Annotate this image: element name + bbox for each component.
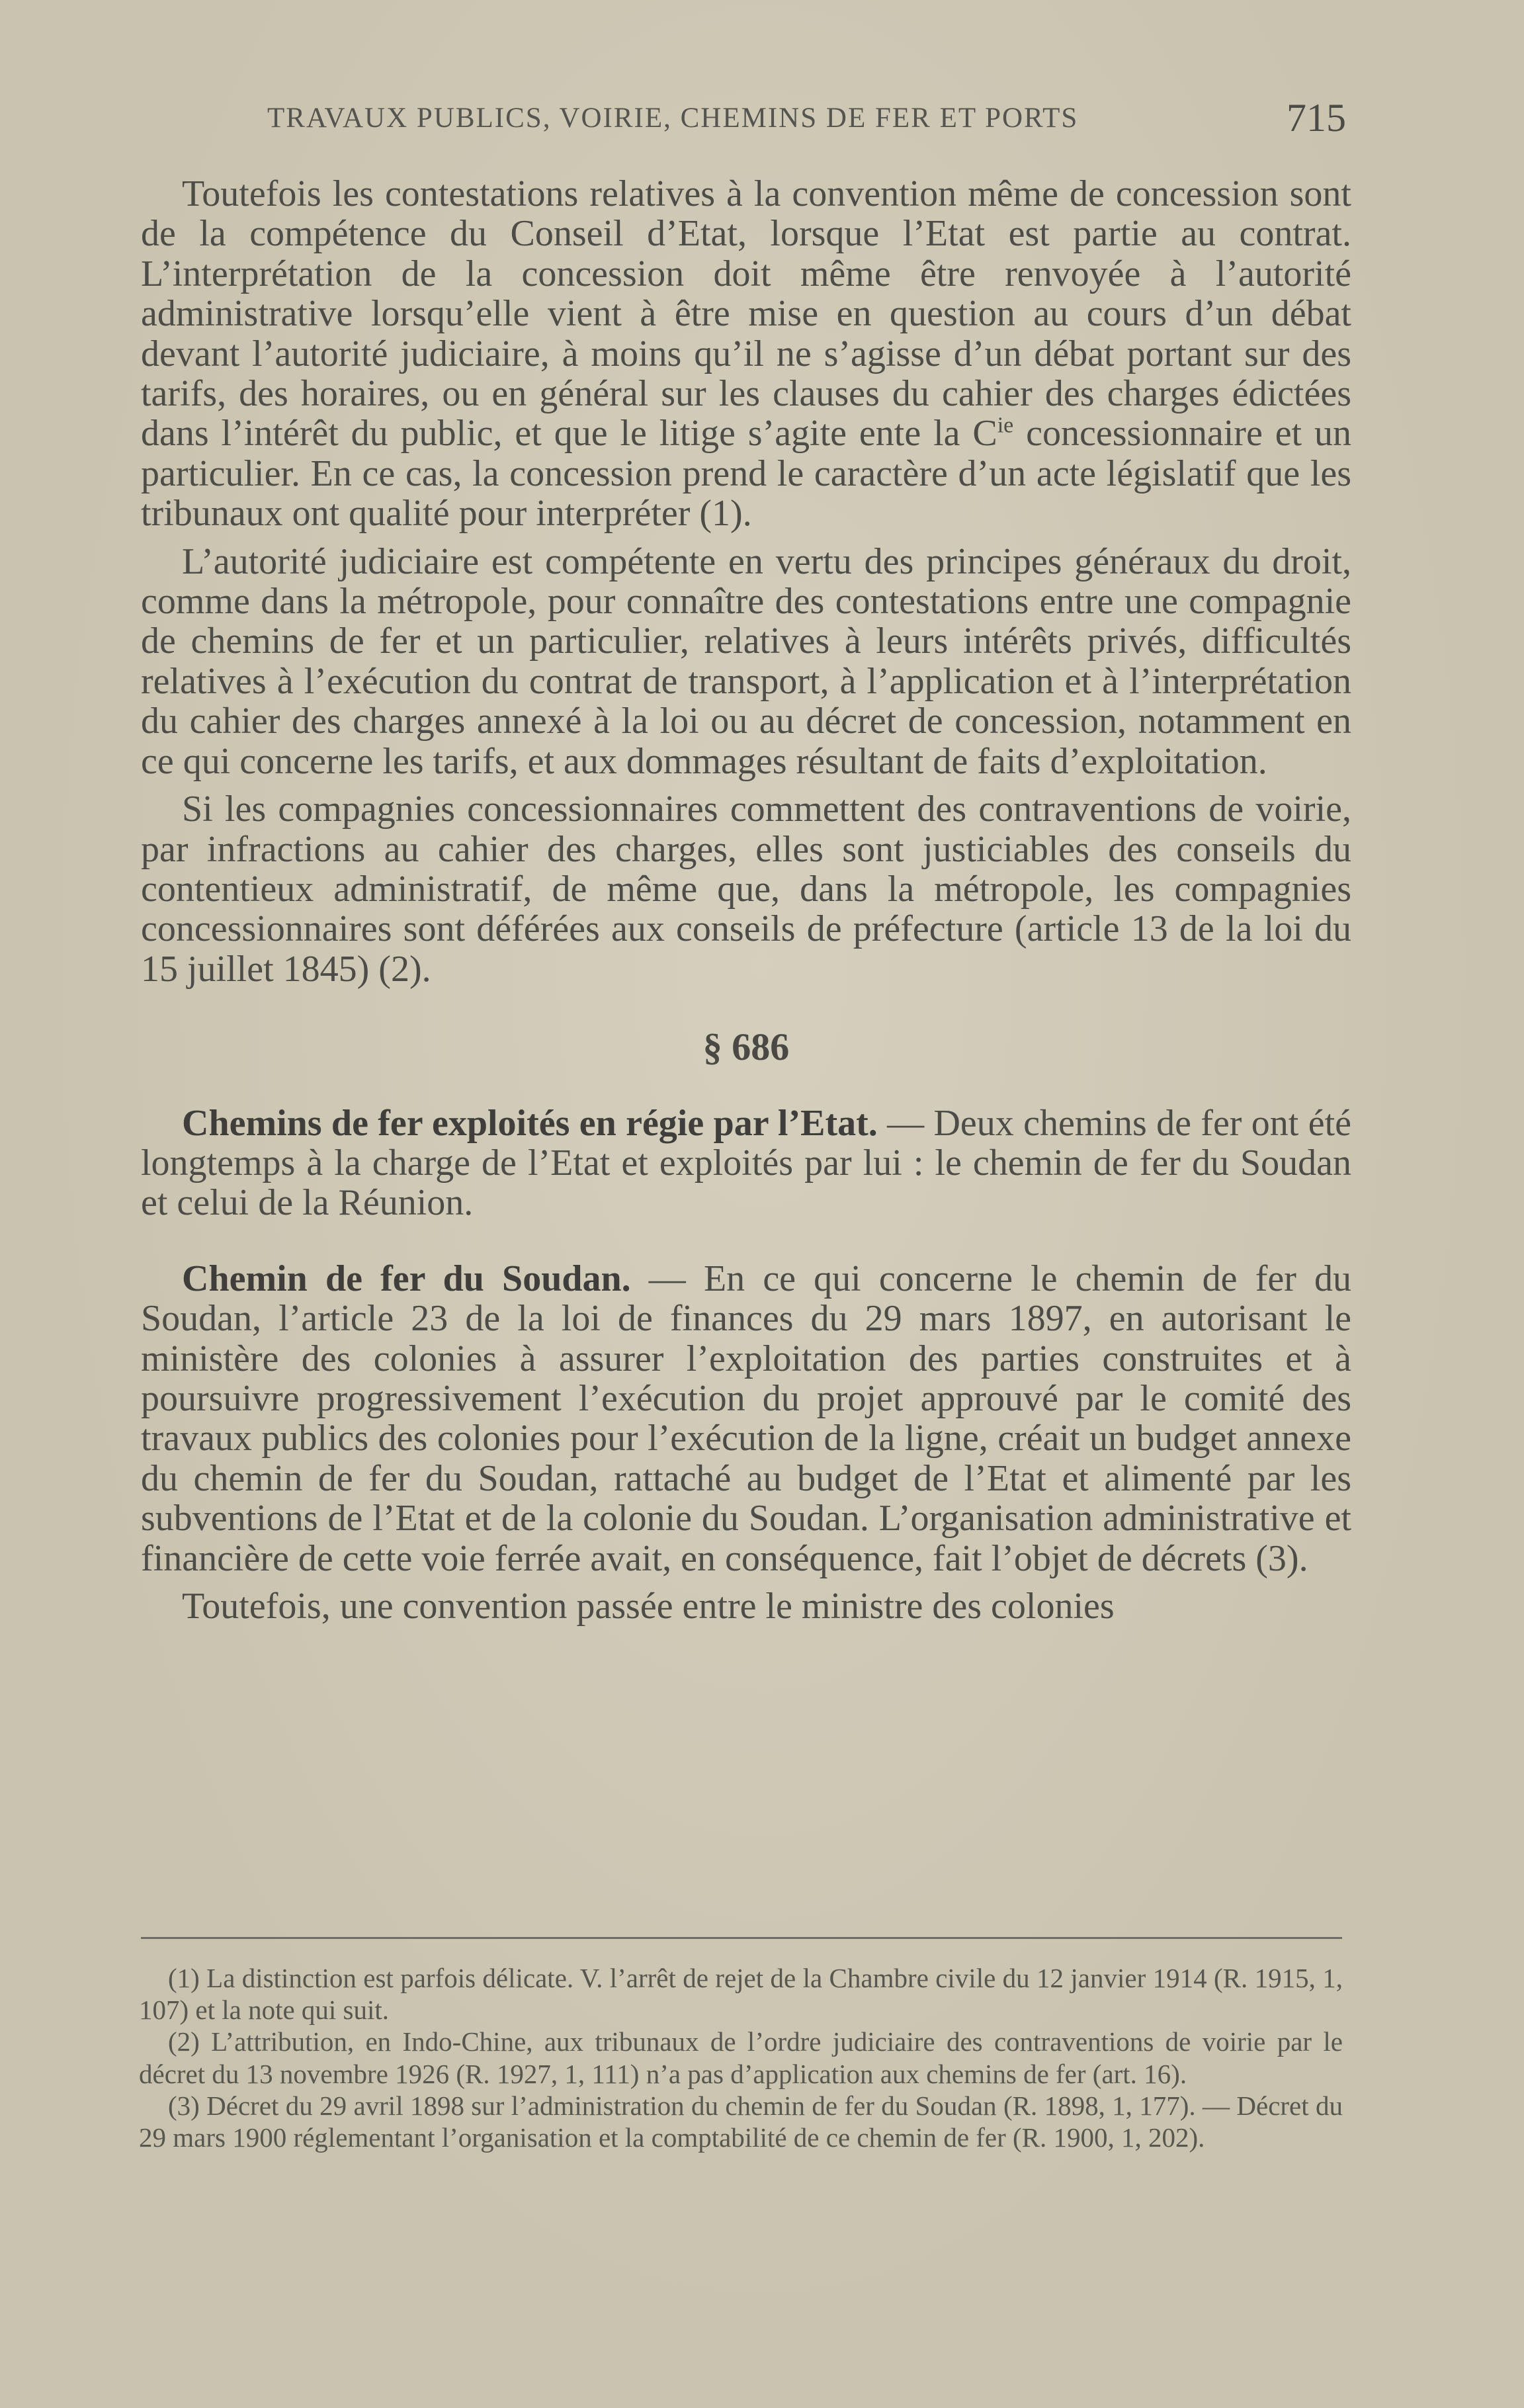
paragraph-2: L’autorité judiciaire est compétente en vertu des principes généraux du droit, comme dans la métropole, pour connaître des contestations entre une compagnie de chemins de fer et un particulier, relatives à leurs intérêts privés, difficultés relatives à l’exécution du contrat de transport, à l’application et à l’interprétation du cahier des charges annexé à la loi ou au décret de concession, notamment en ce qui concerne les tarifs, et aux dommages résultant de faits d’exploitation. <box>141 540 1351 782</box>
paragraph-1-end: concessionnaire et un particulier. En ce cas, la concession prend le caractère d’un acte législatif que les tribunaux ont qualité pour interpréter (1). <box>141 413 1351 535</box>
main-text <box>141 174 1351 1634</box>
paragraph-4-text: — Deux chemins de fer ont été longtemps à la charge de l’Etat et exploités par lui : le chemin de fer du Soudan et celui de la Réunion. <box>141 1102 1351 1224</box>
paragraph-1 <box>141 174 1351 534</box>
paragraph-6: Toutefois, une convention passée entre le ministre des colonies <box>182 1586 1115 1627</box>
section-number: § 686 <box>702 1025 790 1069</box>
footnote-1: (1) La distinction est parfois délicate. V. l’arrêt de rejet de la Chambre civile du 12 janvier 1914 (R. 1915, 1, 107) et la note qui suit. <box>139 1963 1343 2026</box>
paragraph-4 <box>141 1103 1351 1223</box>
footnotes <box>139 1962 1343 2153</box>
footnote-3: (3) Décret du 29 avril 1898 sur l’administration du chemin de fer du Soudan (R. 1898, 1, 177). — Décret du 29 mars 1900 réglementant l’organisation et la comptabilité de ce chemin de fer (R. 1900, 1, 202). <box>139 2090 1343 2153</box>
section-heading-regie: Chemins de fer exploités en régie par l’Etat. <box>182 1102 878 1144</box>
superscript-ie: ie <box>997 413 1014 438</box>
running-head: TRAVAUX PUBLICS, VOIRIE, CHEMINS DE FER ET PORTS <box>267 103 1079 134</box>
paragraph-5 <box>141 1259 1351 1578</box>
section-heading-soudan: Chemin de fer du Soudan. <box>182 1258 631 1299</box>
footnote-2: (2) L’attribution, en Indo-Chine, aux tribunaux de l’ordre judiciaire des contraventions de voirie par le décret du 13 novembre 1926 (R. 1927, 1, 111) n’a pas d’application aux chemins de fer (art. 16). <box>139 2026 1343 2089</box>
paragraph-5-text: — En ce qui concerne le chemin de fer du Soudan, l’article 23 de la loi de finances du 29 mars 1897, en autorisant le ministère des colonies à assurer l’exploitation des parties construites et à poursuivre progressivement l’exécution du projet approuvé par le comité des travaux publics des colonies pour l’exécution de la ligne, créait un budget annexe du chemin de fer du Soudan, rattaché au budget de l’Etat et alimenté par les subventions de l’Etat et de la colonie du Soudan. L’organisation administrative et financière de cette voie ferrée avait, en conséquence, fait l’objet de décrets (3). <box>141 1258 1351 1579</box>
footnote-separator <box>141 1937 1342 1939</box>
page-header <box>0 94 1524 147</box>
paragraph-1-text: Toutefois les contestations relatives à la convention même de concession sont de la compétence du Conseil d’Etat, lorsque l’Etat est partie au contrat. L’interprétation de la concession doit même être renvoyée à l’autorité administrative lorsqu’elle vient à être mise en question au cours d’un débat devant l’autorité judiciaire, à moins qu’il ne s’agisse d’un débat portant sur des tarifs, des horaires, ou en général sur les clauses du cahier des charges édictées dans l’intérêt du public, et que le litige s’agite ente la C <box>141 173 1351 454</box>
page-number: 715 <box>1287 96 1346 140</box>
paragraph-3: Si les compagnies concessionnaires commettent des contraventions de voirie, par infractions au cahier des charges, elles sont justiciables des conseils du contentieux administratif, de même que, dans la métropole, les compagnies concessionnaires sont déférées aux conseils de préfecture (article 13 de la loi du 15 juillet 1845) (2). <box>141 789 1351 990</box>
